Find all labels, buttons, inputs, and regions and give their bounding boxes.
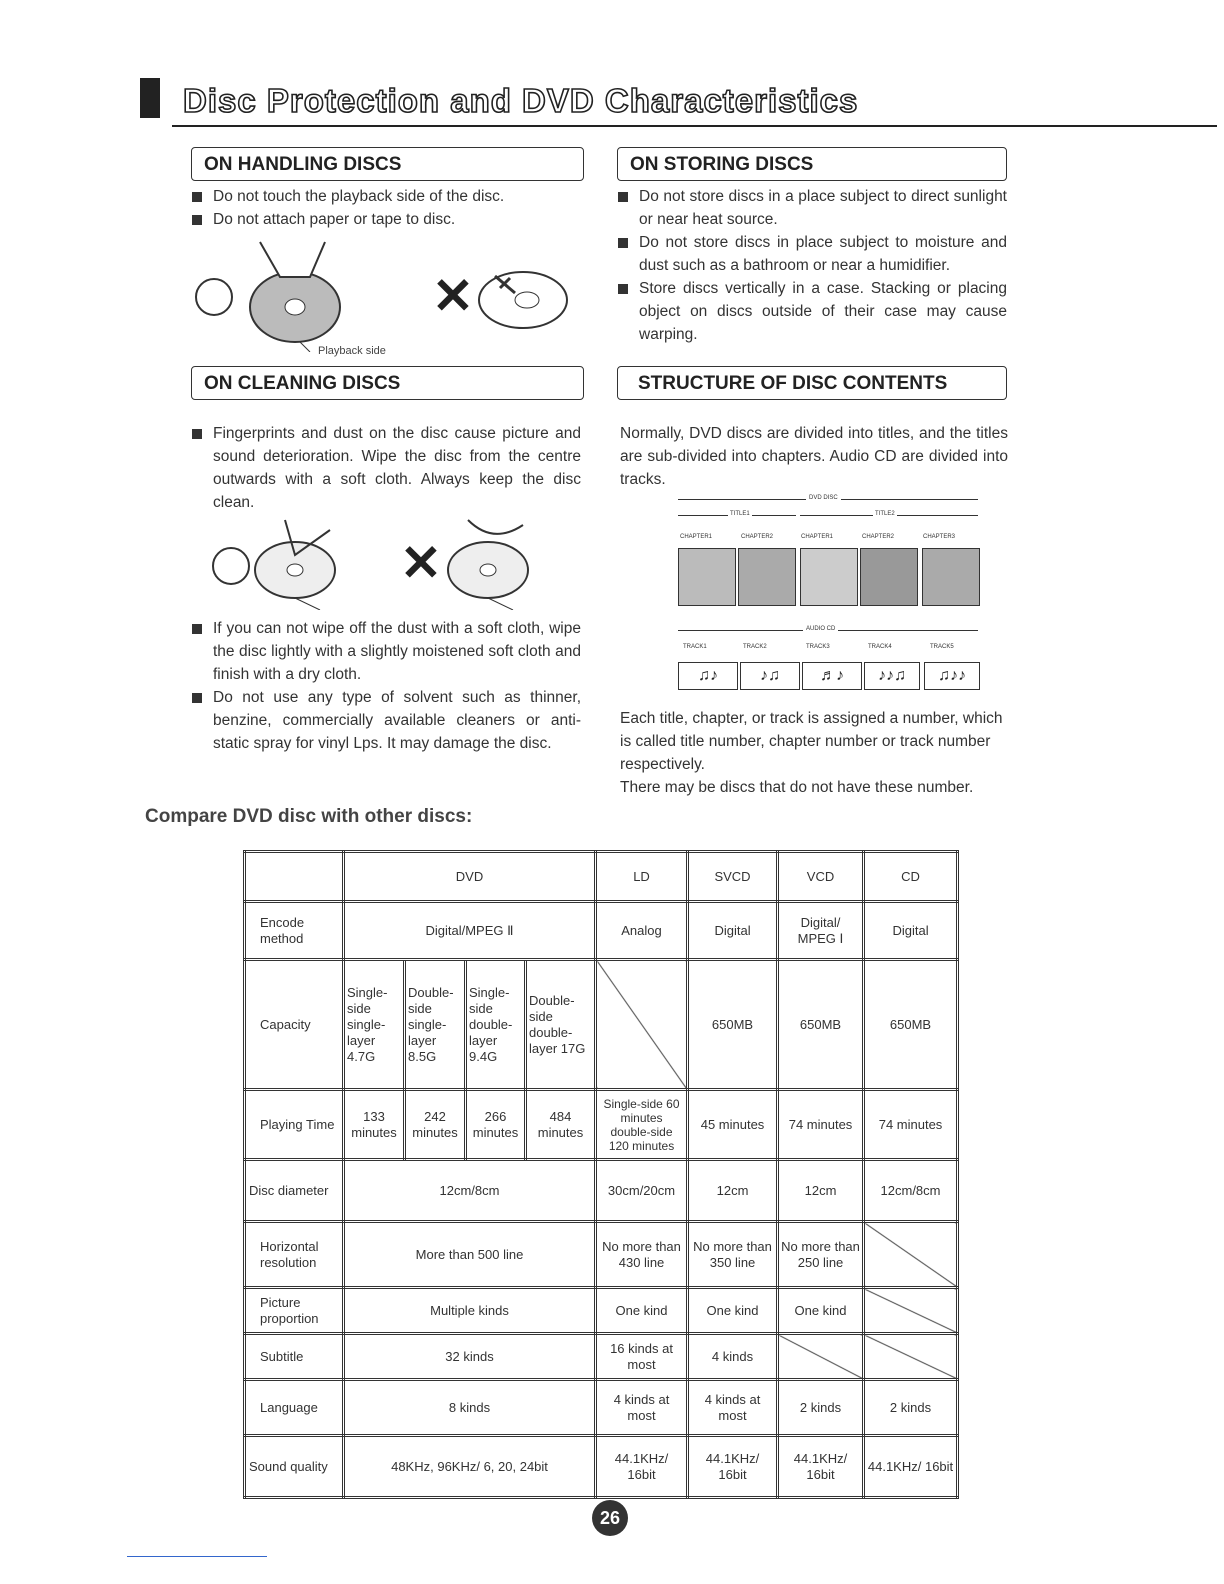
- track-label: TRACK2: [743, 644, 767, 650]
- dvd-disc-label: DVD DISC: [806, 495, 841, 501]
- table-cell: 44.1KHz/ 16bit: [778, 1436, 864, 1498]
- list-item: Fingerprints and dust on the disc cause picture and sound deterioration. Wipe the disc from the centre outwards with a soft cloth. Always keep the disc clean.: [191, 422, 581, 514]
- table-cell: 650MB: [778, 960, 864, 1090]
- comparison-table: [243, 850, 959, 1499]
- page-number: 26: [592, 1500, 628, 1536]
- temple-image: [922, 548, 980, 606]
- table-cell: Digital/MPEG Ⅱ: [344, 902, 596, 960]
- table-cell: Single-side 60 minutes double-side 120 minutes: [596, 1090, 688, 1160]
- table-cell: 12cm/8cm: [864, 1160, 958, 1222]
- table-cell: 48KHz, 96KHz/ 6, 20, 24bit: [344, 1436, 596, 1498]
- table-cell: 44.1KHz/ 16bit: [596, 1436, 688, 1498]
- playback-side-label: Playback side: [318, 345, 386, 357]
- header-ld: LD: [596, 852, 688, 902]
- row-label: Capacity: [245, 960, 344, 1090]
- table-cell: 32 kinds: [344, 1334, 596, 1380]
- empty-cell: [864, 1334, 958, 1380]
- audio-cd-label: AUDIO CD: [803, 626, 838, 632]
- disc-held-correctly-icon: [240, 232, 360, 352]
- beach-image: [738, 548, 796, 606]
- table-cell: 16 kinds at most: [596, 1334, 688, 1380]
- handling-list: [191, 185, 591, 231]
- table-row: [245, 1380, 958, 1436]
- table-cell: 4 kinds: [688, 1334, 778, 1380]
- table-cell: One kind: [688, 1288, 778, 1334]
- row-label: Picture proportion: [245, 1288, 344, 1334]
- disc-wiped-correctly-icon: [250, 515, 350, 610]
- table-row: [245, 1288, 958, 1334]
- track-label: TRACK4: [868, 644, 892, 650]
- table-cell: Single-side double-layer 9.4G: [466, 960, 526, 1090]
- table-cell: Digital: [864, 902, 958, 960]
- row-label: Language: [245, 1380, 344, 1436]
- table-cell: No more than 350 line: [688, 1222, 778, 1288]
- list-item: Do not store discs in place subject to moisture and dust such as a bathroom or near a humidifier.: [617, 231, 1007, 277]
- table-row: [245, 902, 958, 960]
- header-vcd: VCD: [778, 852, 864, 902]
- table-cell: Multiple kinds: [344, 1288, 596, 1334]
- track-label: TRACK5: [930, 644, 954, 650]
- row-label: Sound quality: [245, 1436, 344, 1498]
- storing-list: [617, 185, 1007, 346]
- table-cell: 2 kinds: [778, 1380, 864, 1436]
- table-cell: Digital: [688, 902, 778, 960]
- list-item: If you can not wipe off the dust with a soft cloth, wipe the disc lightly with a slightly moistened soft cloth and finish with a dry cloth.: [191, 617, 581, 686]
- row-label: Disc diameter: [245, 1160, 344, 1222]
- row-label: Encode method: [245, 902, 344, 960]
- table-cell: Digital/ MPEG Ⅰ: [778, 902, 864, 960]
- storing-heading: ON STORING DISCS: [617, 147, 1007, 181]
- table-cell: 484 minutes: [526, 1090, 596, 1160]
- table-cell: 8 kinds: [344, 1380, 596, 1436]
- table-cell: More than 500 line: [344, 1222, 596, 1288]
- table-cell: 242 minutes: [405, 1090, 466, 1160]
- dvd-structure-diagram: [678, 490, 978, 610]
- list-item: Do not store discs in a place subject to direct sunlight or near heat source.: [617, 185, 1007, 231]
- title1-label: TITLE1: [730, 511, 750, 517]
- structure-outro: [620, 707, 1010, 799]
- music-note-icon: ♪♫: [740, 662, 800, 690]
- table-cell: 650MB: [688, 960, 778, 1090]
- structure-heading: STRUCTURE OF DISC CONTENTS: [617, 366, 1007, 400]
- chapter-label: CHAPTER2: [862, 534, 895, 540]
- empty-cell: [596, 960, 688, 1090]
- chapter-label: CHAPTER3: [923, 534, 956, 540]
- list-item: Do not touch the playback side of the disc.: [191, 185, 591, 208]
- table-cell: One kind: [778, 1288, 864, 1334]
- header-cd: CD: [864, 852, 958, 902]
- house-image: [800, 548, 858, 606]
- music-note-icon: ♫♪♪: [924, 662, 980, 690]
- table-cell: Single-side single-layer 4.7G: [344, 960, 405, 1090]
- table-row: [245, 1334, 958, 1380]
- title-rule: [172, 125, 1217, 127]
- title-marker: [140, 78, 160, 118]
- title2-label: TITLE2: [875, 511, 895, 517]
- header-dvd: DVD: [344, 852, 596, 902]
- table-cell: No more than 430 line: [596, 1222, 688, 1288]
- disc-touched-wrong-icon: [475, 268, 571, 332]
- table-cell: 12cm: [688, 1160, 778, 1222]
- train-image: [860, 548, 918, 606]
- table-cell: Double-side single-layer 8.5G: [405, 960, 466, 1090]
- row-label: Subtitle: [245, 1334, 344, 1380]
- list-item: Do not attach paper or tape to disc.: [191, 208, 591, 231]
- table-cell: 44.1KHz/ 16bit: [864, 1436, 958, 1498]
- table-cell: 30cm/20cm: [596, 1160, 688, 1222]
- table-cell: 12cm/8cm: [344, 1160, 596, 1222]
- correct-circle-icon: [212, 547, 250, 585]
- track-label: TRACK3: [806, 644, 830, 650]
- table-row: [245, 852, 958, 902]
- cleaning-heading: ON CLEANING DISCS: [191, 366, 584, 400]
- music-note-icon: ♬♪: [802, 662, 862, 690]
- row-label: Horizontal resolution: [245, 1222, 344, 1288]
- table-cell: 133 minutes: [344, 1090, 405, 1160]
- page-title: Disc Protection and DVD Characteristics: [183, 82, 859, 119]
- table-cell: Analog: [596, 902, 688, 960]
- table-cell: [245, 852, 344, 902]
- list-item: Do not use any type of solvent such as thinner, benzine, commercially available cleaners or anti-static spray for vinyl Lps. It may damage the disc.: [191, 686, 581, 755]
- cleaning-list-1: [191, 422, 581, 514]
- list-item: Store discs vertically in a case. Stacking or placing object on discs outside of their case may cause warping.: [617, 277, 1007, 346]
- table-row: [245, 1090, 958, 1160]
- handling-heading: ON HANDLING DISCS: [191, 147, 584, 181]
- table-cell: 45 minutes: [688, 1090, 778, 1160]
- table-cell: 44.1KHz/ 16bit: [688, 1436, 778, 1498]
- empty-cell: [864, 1222, 958, 1288]
- wrong-x-icon: ✕: [400, 535, 442, 591]
- structure-outro-2: There may be discs that do not have these number.: [620, 779, 974, 796]
- table-row: [245, 1160, 958, 1222]
- table-cell: 650MB: [864, 960, 958, 1090]
- table-cell: One kind: [596, 1288, 688, 1334]
- music-note-icon: ♪♪♫: [864, 662, 920, 690]
- table-row: [245, 1222, 958, 1288]
- empty-cell: [778, 1334, 864, 1380]
- correct-circle-icon: [195, 278, 233, 316]
- music-note-icon: ♫♪: [678, 662, 738, 690]
- table-cell: 266 minutes: [466, 1090, 526, 1160]
- structure-intro: Normally, DVD discs are divided into titles, and the titles are sub-divided into chapters. Audio CD are divided into tracks.: [620, 425, 1008, 488]
- table-cell: 74 minutes: [778, 1090, 864, 1160]
- wrong-x-icon: ✕: [432, 268, 474, 324]
- disc-wiped-wrong-icon: [438, 515, 538, 610]
- header-svcd: SVCD: [688, 852, 778, 902]
- table-cell: 4 kinds at most: [596, 1380, 688, 1436]
- empty-cell: [864, 1288, 958, 1334]
- table-cell: No more than 250 line: [778, 1222, 864, 1288]
- table-row: [245, 960, 958, 1090]
- track-label: TRACK1: [683, 644, 707, 650]
- chapter-label: CHAPTER2: [741, 534, 774, 540]
- compare-heading: Compare DVD disc with other discs:: [145, 806, 473, 827]
- table-cell: Double-side double-layer 17G: [526, 960, 596, 1090]
- audio-cd-diagram: [678, 622, 978, 694]
- chapter-label: CHAPTER1: [801, 534, 834, 540]
- chapter-label: CHAPTER1: [680, 534, 713, 540]
- cleaning-list-2: [191, 617, 581, 755]
- table-cell: 12cm: [778, 1160, 864, 1222]
- footer-rule: [127, 1556, 267, 1557]
- table-cell: 74 minutes: [864, 1090, 958, 1160]
- row-label: Playing Time: [245, 1090, 344, 1160]
- structure-outro-1: Each title, chapter, or track is assigned a number, which is called title number, chapter number or track number respectively.: [620, 710, 1003, 773]
- table-cell: 4 kinds at most: [688, 1380, 778, 1436]
- island-image: [678, 548, 736, 606]
- table-cell: 2 kinds: [864, 1380, 958, 1436]
- table-row: [245, 1436, 958, 1498]
